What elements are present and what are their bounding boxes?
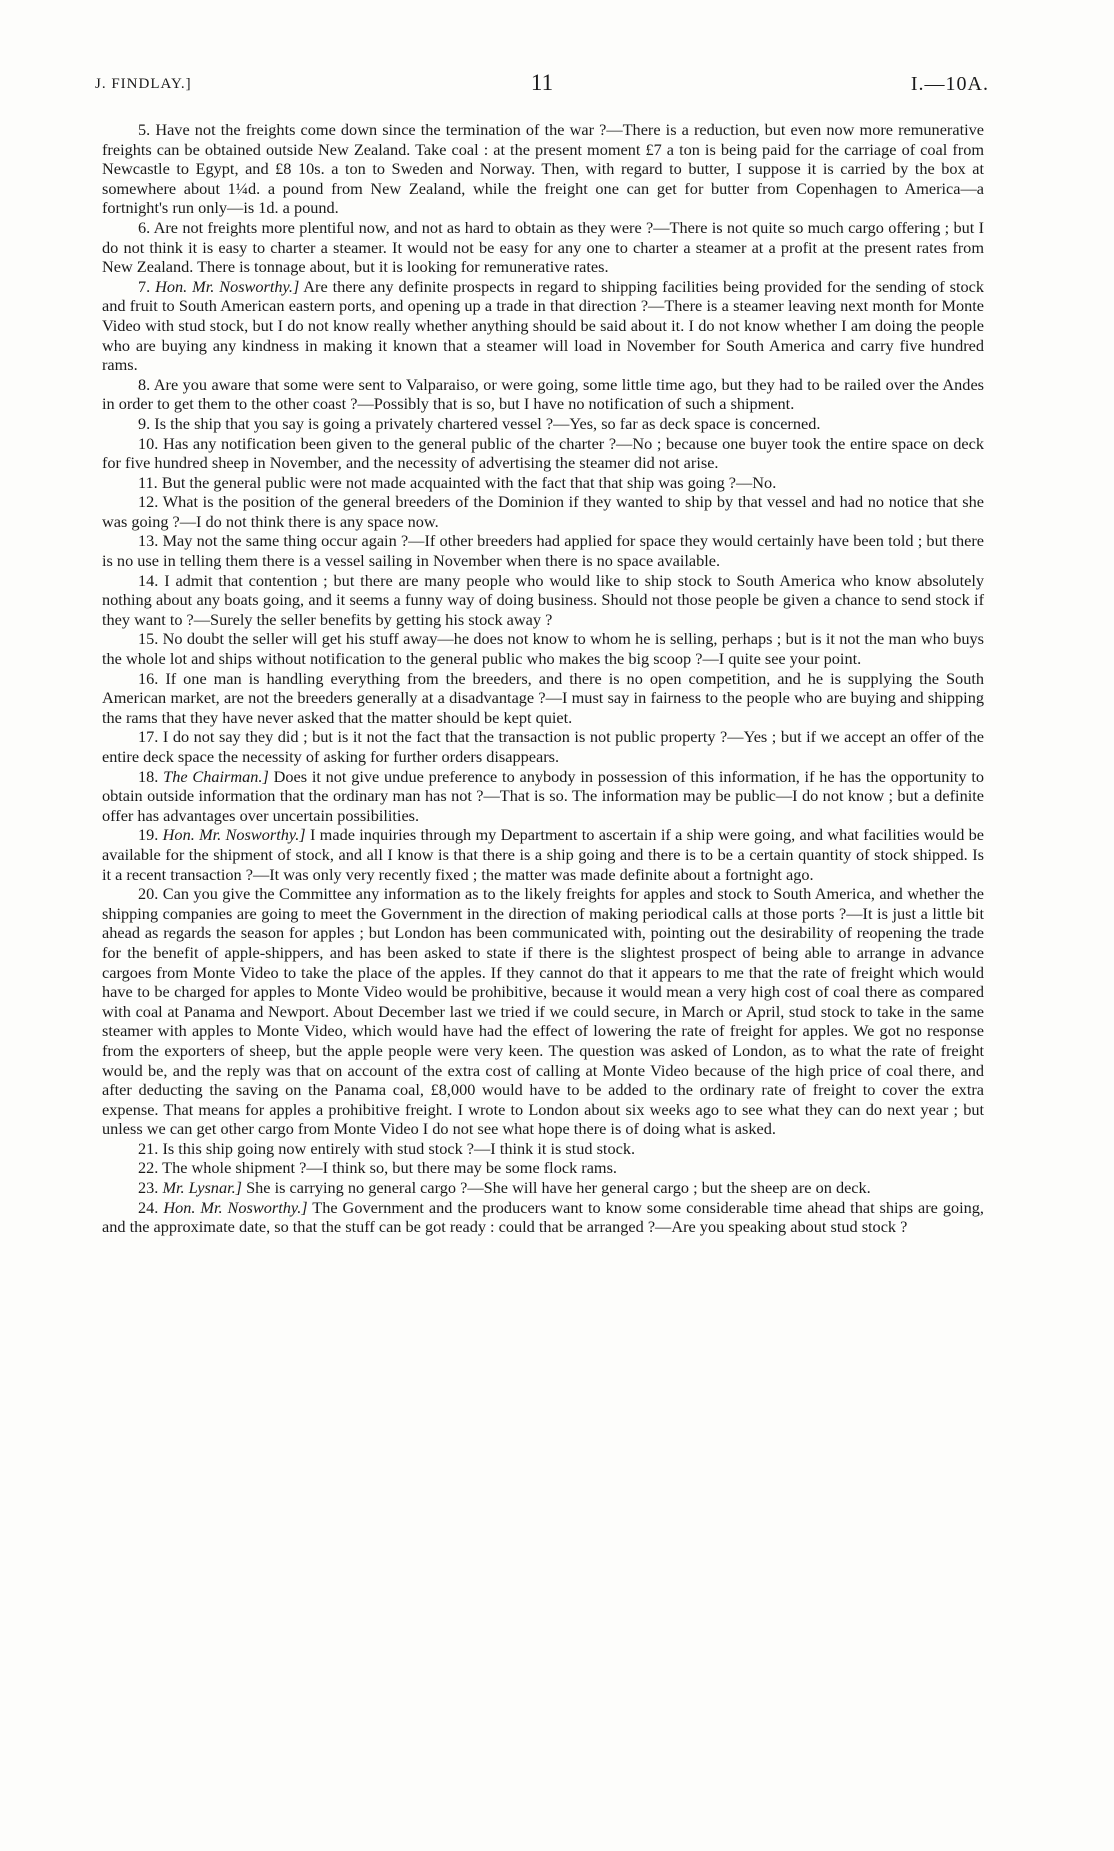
question-number: 8. <box>138 374 151 394</box>
question-number: 19. <box>138 825 159 845</box>
speaker-name: Hon. Mr. Nosworthy.] <box>163 1197 308 1217</box>
question-number: 11. <box>138 472 158 492</box>
question-text: What is the position of the general breeders of the Dominion if they wanted to ship by that vessel and had no notice that she was going ?—I do not think there is any space now. <box>102 492 984 531</box>
question-text: Are not freights more plentiful now, and not as hard to obtain as they were ?—There is not quite so much cargo offering ; but I do not think it is easy to charter a steamer. It would not be easy for any one to charter a steamer at a profit at the present rates from New Zealand. There is tonnage about, but it is looking for remunerative rates. <box>102 217 985 277</box>
question-text: Are you aware that some were sent to Valparaiso, or were going, some little time ago, but they had to be railed over the Andes in order to get them to the other coast ?—Possibly that is so, but I have no notification of such a shipment. <box>102 374 985 414</box>
question-number: 16. <box>138 668 159 688</box>
question-paragraph <box>102 277 984 375</box>
question-paragraph <box>102 218 984 277</box>
question-number: 18. <box>138 766 159 786</box>
question-number: 22. <box>138 1158 159 1178</box>
question-text: No doubt the seller will get his stuff away—he does not know to whom he is selling, perhaps ; but is it not the man who buys the whole lot and ships without notification to the general public who makes the big scoop ?—I quite see your point. <box>102 629 984 669</box>
speaker-name: Mr. Lysnar.] <box>162 1178 243 1198</box>
question-text: May not the same thing occur again ?—If other breeders had applied for space they would certainly have been told ; but there is no use in telling them there is a vessel sailing in November when there is no space available. <box>102 531 984 571</box>
question-text: The whole shipment ?—I think so, but there may be some flock rams. <box>162 1158 618 1178</box>
question-paragraph <box>102 414 984 434</box>
question-paragraph <box>102 571 984 630</box>
question-paragraph <box>102 1158 984 1178</box>
question-number: 7. <box>138 276 151 296</box>
question-number: 12. <box>138 492 159 512</box>
question-text: Have not the freights come down since the termination of the war ?—There is a reduction, but even now more remunerative freights can be obtained outside New Zealand. Take coal : at the present moment £7 a ton is being paid for the carriage of coal from Newcastle to Egypt, and £8 10s. a ton to Sweden and Norway. Then, with regard to butter, I suppose it is carried by the box at somewhere about 1¼d. a pound from New Zealand, while the freight one can get for butter from Copenhagen to America—a fortnight's run only—is 1d. a pound. <box>102 120 984 218</box>
question-text: If one man is handling everything from the breeders, and there is no open competition, and he is supplying the South American market, are not the breeders generally at a disadvantage ?—I must say in fairness to the people who are buying and shipping the rams that they have never asked that the matter should be kept quiet. <box>102 668 984 727</box>
question-paragraph <box>102 434 984 473</box>
question-number: 24. <box>138 1197 159 1217</box>
page-number: 11 <box>530 70 554 95</box>
question-text: I do not say they did ; but is it not the fact that the transaction is not public property ?—Yes ; but if we accept an offer of the entire deck space the necessity of asking for further orders disappears. <box>102 727 984 766</box>
question-paragraph <box>102 825 984 884</box>
question-text: Can you give the Committee any information as to the likely freights for apples and stock to South America, and whether the shipping companies are going to meet the Government in the direction of making periodical calls at those ports ?—It is just a little bit ahead as regards the season for apples ; but London has been communicated with, pointing out the desirability of reopening the trade for the benefit of apple-shippers, and has been asked to state if there is the slightest prospect of being able to arrange in advance cargoes from Monte Video to take the place of the apples. If they cannot do that it appears to me that the rate of freight which would have to be charged for apples to Monte Video would be prohibitive, because it would mean a very high cost of coal there as compared with coal at Panama and Newport. About December last we tried if we could secure, in March or April, stud stock to take in the same steamer with apples to Monte Video, which would have had the effect of lowering the rate of freight for apples. We got no response from the exporters of sheep, but the apple people were very keen. The question was asked of London, as to what the rate of freight would be, and the reply was that on account of the extra cost of calling at Monte Video because of the high price of coal there, and after deducting the saving on the Panama coal, £8,000 would have to be added to the ordinary rate of freight to cover the extra expense. That means for apples a prohibitive freight. I wrote to London about six weeks ago to see what they can do next year ; but unless we can get other cargo from Monte Video I do not see what hope there is of doing what is asked. <box>102 884 984 1139</box>
question-paragraph <box>102 629 984 668</box>
question-text: Does it not give undue preference to anybody in possession of this information, if he has the opportunity to obtain outside information that the ordinary man has not ?—That is so. The information may be public—I do not know ; but a definite offer has advantages over uncertain possibilities. <box>102 766 984 825</box>
transcript-body <box>102 120 984 1237</box>
question-number: 20. <box>138 884 159 904</box>
speaker-name: Hon. Mr. Nosworthy.] <box>155 276 300 296</box>
question-text: Has any notification been given to the general public of the charter ?—No ; because one buyer took the entire space on deck for five hundred sheep in November, and the necessity of advertising the steamer did not arise. <box>102 433 984 473</box>
question-number: 5. <box>138 120 151 139</box>
question-paragraph <box>102 1178 984 1198</box>
question-number: 9. <box>138 413 151 433</box>
question-text: Is this ship going now entirely with stud stock ?—I think it is stud stock. <box>162 1138 636 1158</box>
question-number: 13. <box>138 531 159 551</box>
question-text: She is carrying no general cargo ?—She will have her general cargo ; but the sheep are on deck. <box>246 1178 871 1198</box>
question-number: 21. <box>138 1138 159 1158</box>
question-text: The Government and the producers want to know some considerable time ahead that ships are going, and the approximate date, so that the stuff can be got ready : could that be arranged ?—Are you speaking about stud stock ? <box>102 1197 984 1237</box>
question-paragraph <box>102 1139 984 1159</box>
question-text: I admit that contention ; but there are many people who would like to ship stock to South America who know absolutely nothing about any boats going, and it seems a funny way of doing business. Should not those people be given a chance to send stock if they want to ?—Surely the seller benefits by getting his stock away ? <box>102 570 984 629</box>
speaker-name: The Chairman.] <box>163 766 269 786</box>
question-paragraph <box>102 767 984 826</box>
paper-reference: I.—10A. <box>910 73 989 95</box>
question-paragraph <box>102 669 984 728</box>
witness-name: J. FINDLAY.] <box>95 76 192 92</box>
question-paragraph <box>102 727 984 766</box>
question-paragraph <box>102 473 984 493</box>
question-text: Is the ship that you say is going a privately chartered vessel ?—Yes, so far as deck space is concerned. <box>154 413 821 433</box>
question-paragraph <box>102 375 984 414</box>
question-number: 10. <box>138 433 159 453</box>
question-paragraph <box>102 492 984 531</box>
question-text: Are there any definite prospects in regard to shipping facilities being provided for the sending of stock and fruit to South American eastern ports, and opening up a trade in that direction ?—There is a steamer leaving next month for Monte Video with stud stock, but I do not know really whether anything should be said about it. I do not know whether I am doing the people who are buying any kindness in making it known that a steamer will load in November for South America and carry five hundred rams. <box>102 276 984 375</box>
speaker-name: Hon. Mr. Nosworthy.] <box>162 825 306 845</box>
question-paragraph <box>102 884 984 1139</box>
page-header <box>95 70 989 100</box>
question-paragraph <box>102 120 984 218</box>
question-paragraph <box>102 1198 984 1237</box>
question-text: But the general public were not made acquainted with the fact that that ship was going ?—No. <box>161 472 777 492</box>
question-number: 14. <box>138 570 159 590</box>
question-number: 23. <box>138 1178 159 1198</box>
question-number: 17. <box>138 727 159 747</box>
question-number: 6. <box>138 217 151 237</box>
question-number: 15. <box>138 629 159 649</box>
question-text: I made inquiries through my Department to ascertain if a ship were going, and what facilities would be available for the shipment of stock, and all I know is that there is a ship going and there is to be a certain quantity of stock shipped. Is it a recent transaction ?—It was only very recently fixed ; the matter was made definite about a fortnight ago. <box>102 825 985 884</box>
question-paragraph <box>102 531 984 570</box>
